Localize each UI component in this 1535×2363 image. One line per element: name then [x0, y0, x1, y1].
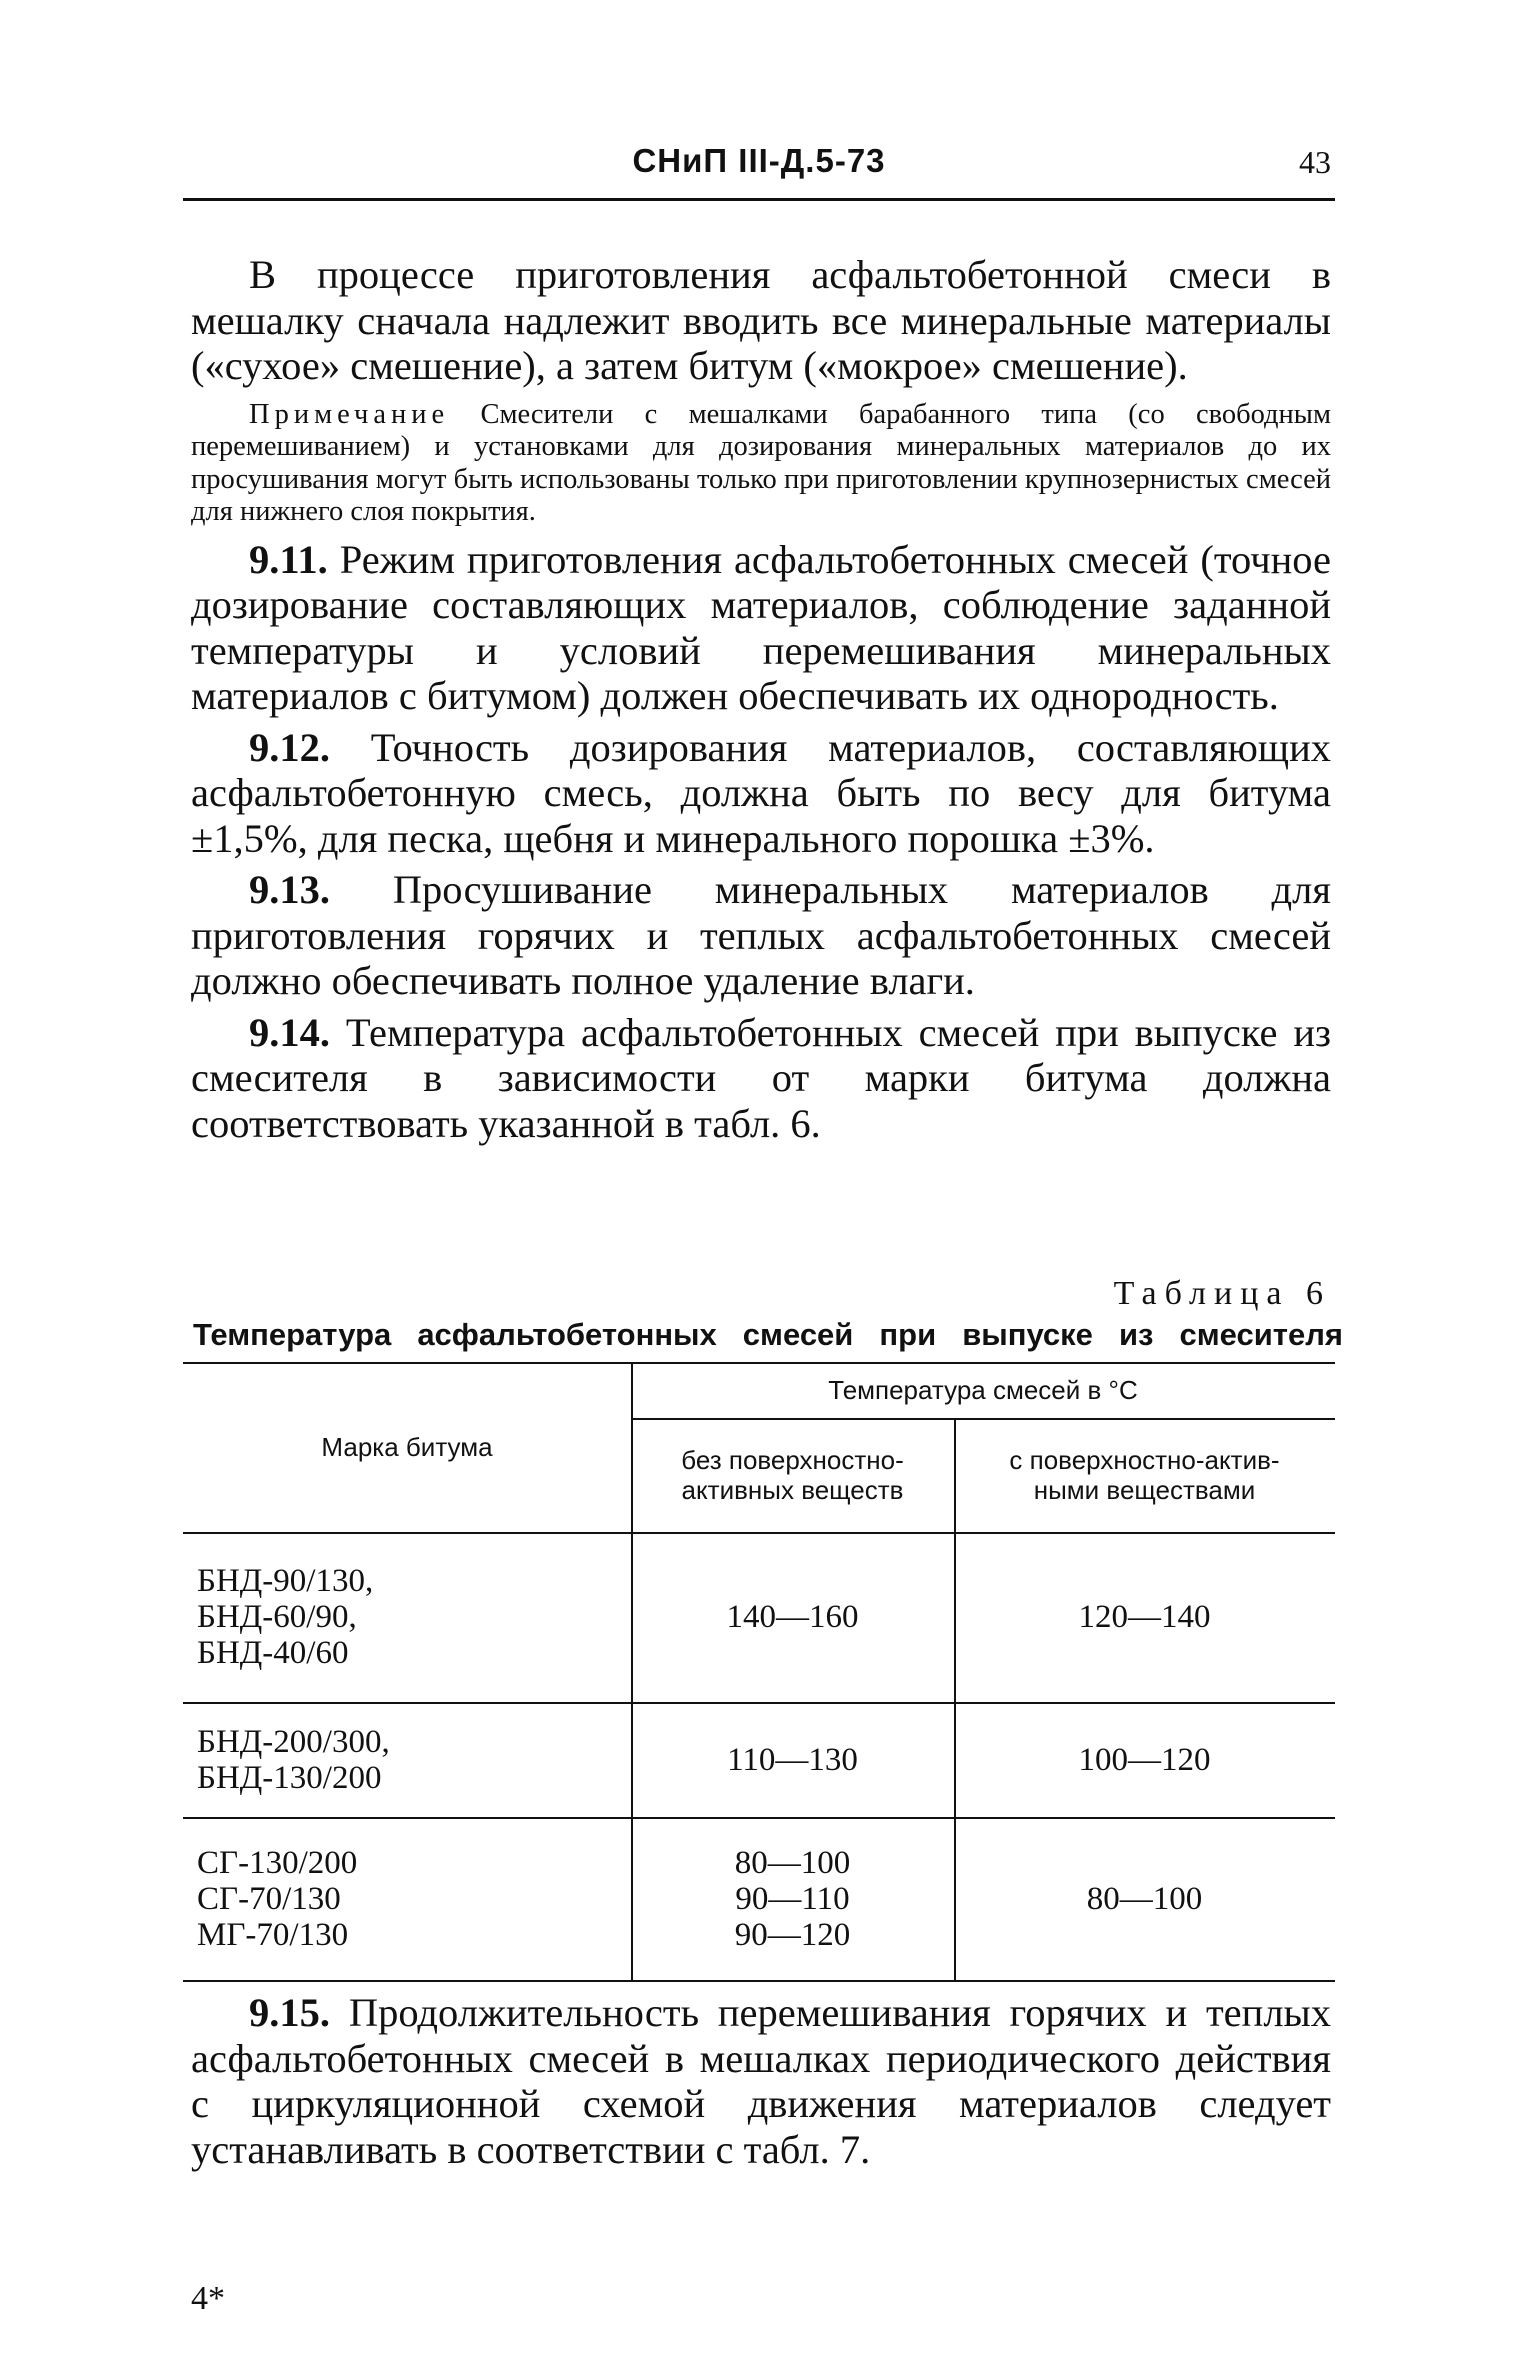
row-1-brand — [183, 1532, 631, 1702]
brand-line: СГ-130/200 — [197, 1844, 358, 1881]
value-line: 80—100 — [734, 1844, 851, 1881]
clause-number: 9.11. — [249, 536, 328, 582]
clause-text: Продолжительность перемешивания горячих и теплых асфальтобетонных смесей в мешалках периодического действия с циркуляционной схемой движения материалов следует устанавливать в соответствии с табл. 7. — [191, 1990, 1331, 2172]
page-header — [183, 142, 1335, 206]
clause-text: Просушивание минеральных материалов для приготовления горячих и теплых асфальтобетонных смесей должно обеспечивать полное удаление влаги. — [191, 867, 1331, 1003]
main-text — [191, 252, 1331, 1146]
table-bottom-rule — [183, 1980, 1335, 1982]
brand-line: БНД-60/90, — [197, 1599, 357, 1635]
header-brand: Марка битума — [321, 1432, 493, 1462]
brand-line: МГ-70/130 — [197, 1916, 349, 1953]
clause-9-15 — [191, 1990, 1331, 2172]
clause-text: Точность дозирования материалов, составляющих асфальтобетонную смесь, должна быть по весу для битума ±1,5%, для песка, щебня и минерального порошка ±3%. — [191, 724, 1331, 861]
header-line: без поверхностно- — [681, 1445, 904, 1475]
header-without-surfactants — [631, 1418, 954, 1532]
continuation-text — [191, 1990, 1331, 2172]
row-3-without — [631, 1817, 954, 1980]
clause-9-11 — [191, 537, 1331, 719]
page-number: 43 — [1299, 144, 1331, 180]
brand-line: СГ-70/130 — [197, 1880, 341, 1917]
row-2-with: 100—120 — [1078, 1741, 1211, 1778]
brand-line: БНД-40/60 — [197, 1635, 349, 1671]
temperature-table — [183, 1362, 1335, 1982]
brand-line: БНД-200/300, — [197, 1723, 390, 1760]
value-line: 90—110 — [735, 1880, 850, 1917]
clause-number: 9.13. — [249, 867, 330, 912]
note-paragraph — [191, 399, 1331, 529]
header-line: ными веществами — [1033, 1475, 1256, 1505]
table-title: Температура асфальтобетонных смесей при выпуске из смесителя — [193, 1317, 1343, 1352]
signature-mark: 4* — [191, 2280, 225, 2317]
header-line: с поверхностно-актив- — [1009, 1445, 1280, 1475]
clause-number: 9.15. — [249, 1990, 330, 2035]
paragraph-mixing: В процессе приготовления асфальтобетонной смеси в мешалку сначала надлежит вводить все минеральные материалы («сухое» смешение), а затем битум («мокрое» смешение). — [191, 252, 1331, 388]
value-line: 90—120 — [734, 1916, 851, 1953]
clause-text: Режим приготовления асфальтобетонных смесей (точное дозирование составляющих материалов, соблюдение заданной температуры и условий перемешивания минеральных материалов с битумом) должен обеспечивать их однородность. — [191, 536, 1331, 718]
brand-line: БНД-90/130, — [197, 1563, 374, 1599]
clause-number: 9.14. — [249, 1009, 330, 1055]
clause-9-14 — [191, 1010, 1331, 1147]
table-caption: Таблица 6 — [1113, 1275, 1331, 1312]
row-1-with: 120—140 — [1078, 1599, 1211, 1635]
header-with-surfactants — [954, 1418, 1335, 1532]
clause-9-13 — [191, 867, 1331, 1004]
note-label: Примечание — [249, 398, 450, 430]
row-2-without: 110—130 — [727, 1741, 858, 1778]
page-title: СНиП III-Д.5-73 — [632, 142, 886, 179]
note-text: Смесители с мешалками барабанного типа (со свободным перемешиванием) и установками для дозирования минеральных материалов до их просушивания могут быть использованы только при приготовлении крупнозернистых смесей для нижнего слоя покрытия. — [191, 398, 1331, 527]
document-page — [183, 0, 1343, 2363]
brand-line: БНД-130/200 — [197, 1759, 382, 1796]
clause-text: Температура асфальтобетонных смесей при выпуске из смесителя в зависимости от марки битума должна соответствовать указанной в табл. 6. — [191, 1009, 1331, 1146]
header-divider — [183, 198, 1335, 201]
header-line: активных веществ — [681, 1475, 904, 1505]
row-3-with: 80—100 — [1086, 1880, 1203, 1917]
clause-number: 9.12. — [249, 724, 330, 770]
header-temperature-group: Температура смесей в °С — [828, 1375, 1138, 1405]
row-3-brand — [183, 1817, 631, 1980]
clause-9-12 — [191, 725, 1331, 862]
row-2-brand — [183, 1702, 631, 1817]
row-1-without: 140—160 — [726, 1599, 859, 1635]
